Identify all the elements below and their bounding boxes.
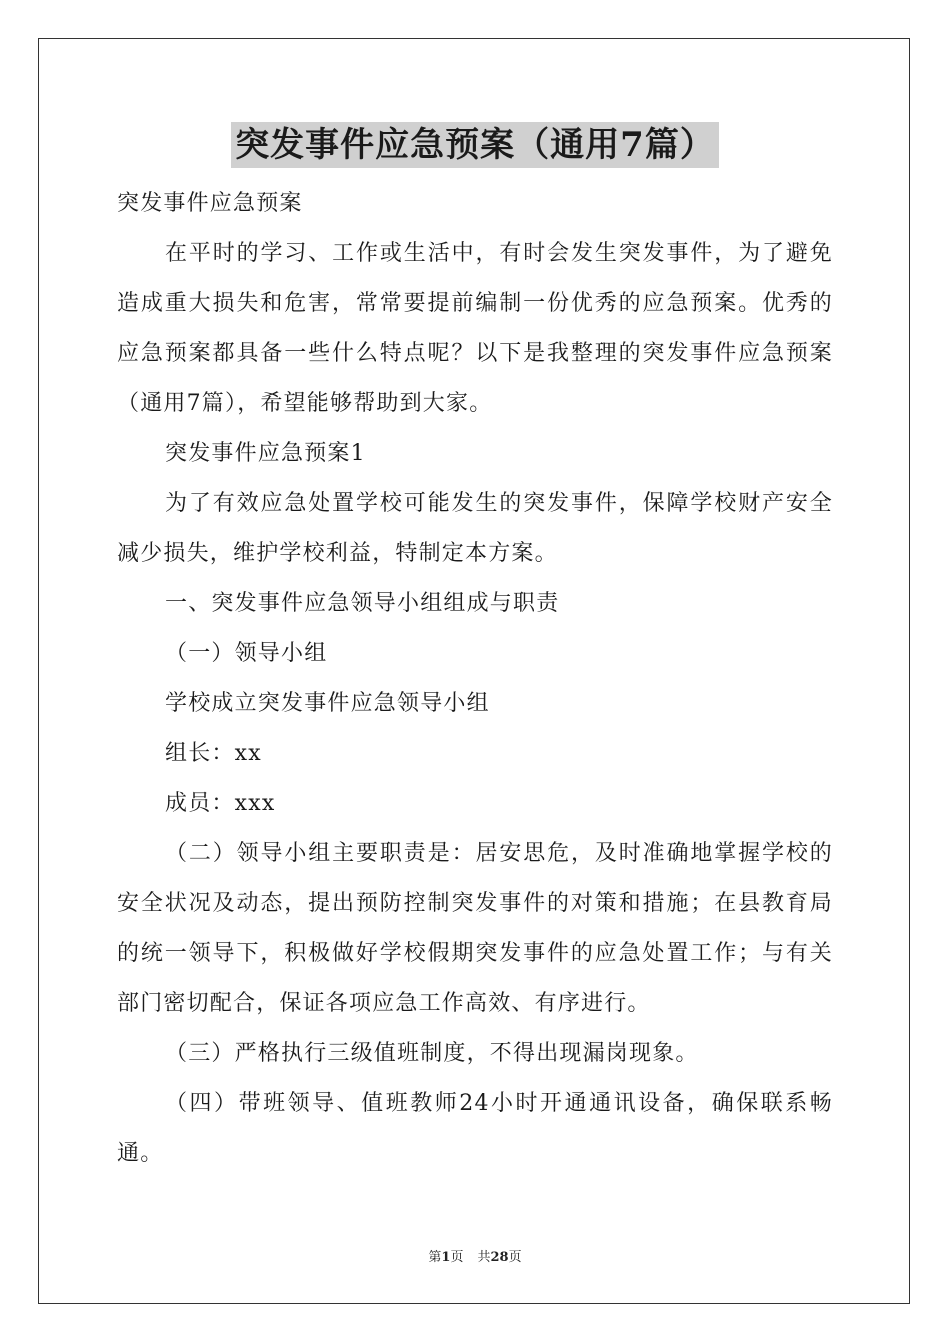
page-footer [0, 1246, 950, 1265]
paragraph: 在平时的学习、工作或生活中，有时会发生突发事件，为了避免造成重大损失和危害，常常要提前编制一份优秀的应急预案。优秀的应急预案都具备一些什么特点呢？以下是我整理的突发事件应急预案（通用7篇），希望能够帮助到大家。 [117, 241, 833, 416]
paragraph: 一、突发事件应急领导小组组成与职责 [165, 591, 560, 616]
document-body [117, 179, 833, 1179]
total-pages: 28 [490, 1250, 509, 1265]
paragraph: 成员：xxx [165, 791, 276, 816]
page-number: 1 [441, 1250, 451, 1265]
paragraph: （二）领导小组主要职责是：居安思危，及时准确地掌握学校的安全状况及动态，提出预防控制突发事件的对策和措施；在县教育局的统一领导下，积极做好学校假期突发事件的应急处置工作；与有关部门密切配合，保证各项应急工作高效、有序进行。 [117, 841, 833, 1016]
total-suffix: 页 [508, 1250, 522, 1265]
page-prefix: 第 [428, 1250, 442, 1265]
page-suffix: 页 [450, 1250, 464, 1265]
paragraph: （四）带班领导、值班教师24小时开通通讯设备，确保联系畅通。 [117, 1091, 833, 1166]
paragraph: 突发事件应急预案1 [165, 441, 366, 466]
paragraph: （一）领导小组 [165, 641, 328, 666]
paragraph: （三）严格执行三级值班制度，不得出现漏岗现象。 [165, 1041, 699, 1066]
document-title: 突发事件应急预案（通用7篇） [231, 122, 719, 168]
paragraph: 突发事件应急预案 [117, 191, 303, 216]
title-container [0, 122, 950, 168]
total-prefix: 共 [477, 1250, 491, 1265]
paragraph: 组长：xx [165, 741, 262, 766]
paragraph: 学校成立突发事件应急领导小组 [165, 691, 490, 716]
paragraph: 为了有效应急处置学校可能发生的突发事件，保障学校财产安全减少损失，维护学校利益，特制定本方案。 [117, 491, 833, 566]
